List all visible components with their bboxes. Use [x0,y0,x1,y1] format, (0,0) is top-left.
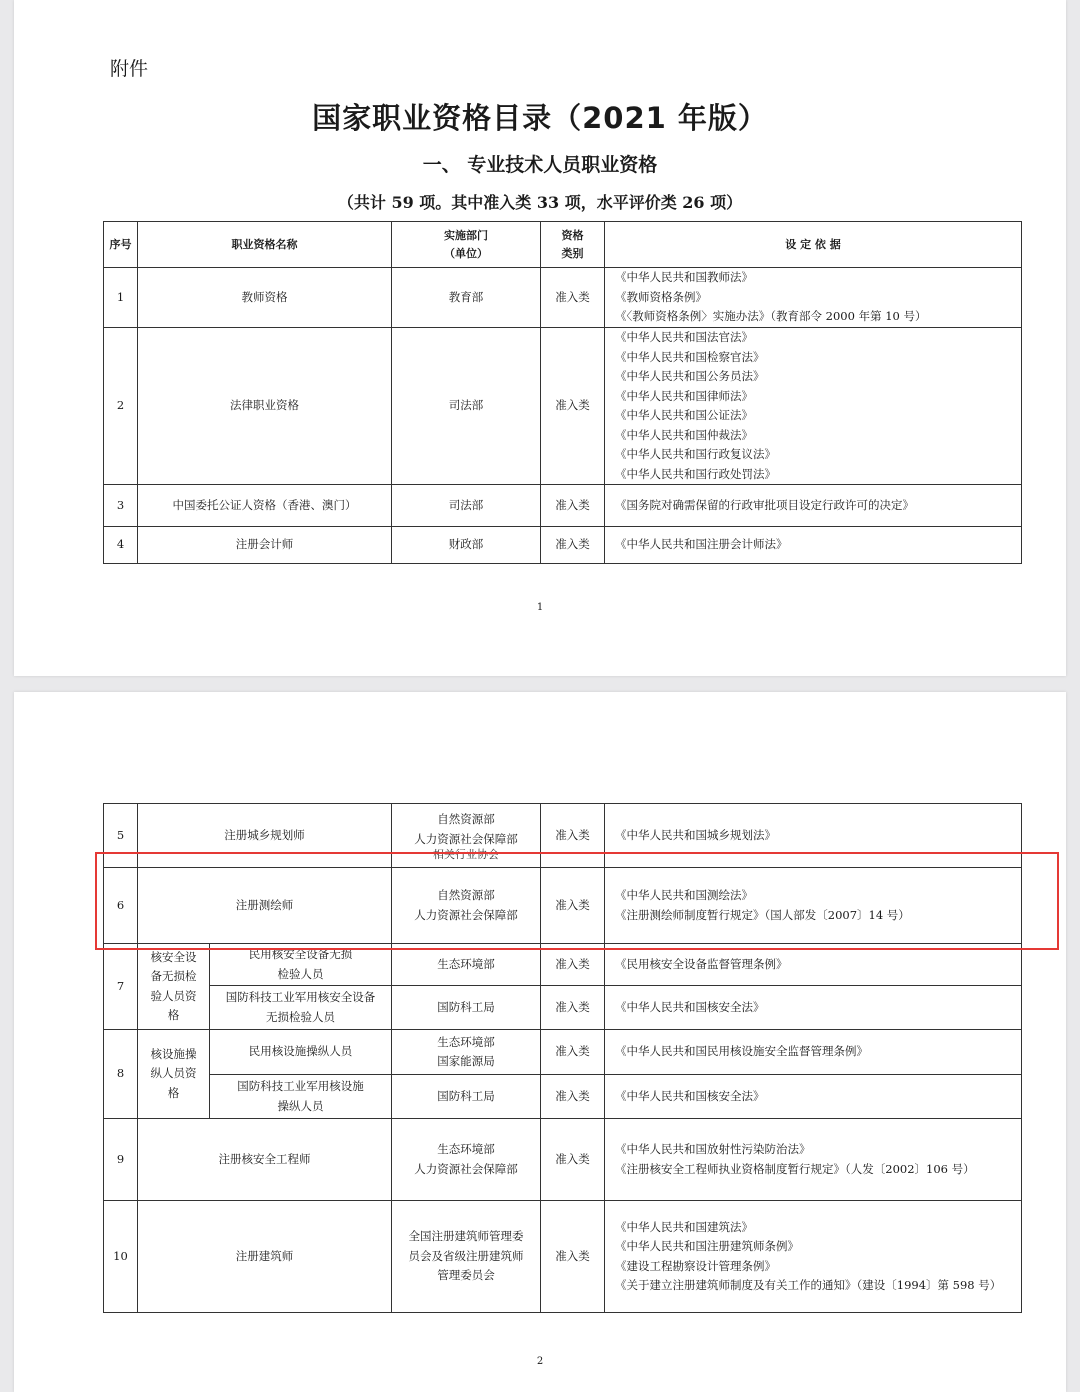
header-type: 资格 类别 [541,222,605,268]
row-type: 准入类 [541,1030,605,1075]
row-basis: 《民用核安全设备监督管理条例》 [605,944,1022,986]
table-row [104,986,1022,1030]
row-dept: 国防科工局 [392,1075,541,1119]
row-dept: 生态环境部 人力资源社会保障部 [392,1119,541,1201]
row-type: 准入类 [541,986,605,1030]
row-seq: 9 [104,1119,138,1201]
count-summary: （共计 59 项。其中准入类 33 项，水平评价类 26 项） [337,193,743,212]
table-row [104,527,1022,564]
row-basis: 《中华人民共和国核安全法》 [605,986,1022,1030]
row-basis: 《中华人民共和国教师法》 《教师资格条例》 《〈教师资格条例〉实施办法》（教育部令 2000 年第 10 号） [605,268,1022,328]
document-page-1 [14,0,1066,676]
table-row [104,1201,1022,1313]
row-type: 准入类 [541,328,605,485]
row-type: 准入类 [541,268,605,328]
row-dept: 自然资源部 人力资源社会保障部 [392,868,541,944]
row-dept: 国防科工局 [392,986,541,1030]
row-type: 准入类 [541,804,605,868]
row-basis: 《国务院对确需保留的行政审批项目设定行政许可的决定》 [605,485,1022,527]
row-name: 中国委托公证人资格（香港、澳门） [138,485,392,527]
row-basis: 《中华人民共和国民用核设施安全监督管理条例》 [605,1030,1022,1075]
row-seq: 4 [104,527,138,564]
row-basis: 《中华人民共和国注册会计师法》 [605,527,1022,564]
attachment-label: 附件 [110,58,149,80]
table-row [104,1075,1022,1119]
row-name: 法律职业资格 [138,328,392,485]
row-name: 注册测绘师 [138,868,392,944]
page-number: 1 [536,602,544,613]
row-name: 注册建筑师 [138,1201,392,1313]
row-type: 准入类 [541,1201,605,1313]
sub-row-name: 民用核设施操纵人员 [210,1030,392,1075]
row-type: 准入类 [541,485,605,527]
row-dept: 自然资源部 人力资源社会保障部 相关行业协会 [392,804,541,868]
row-seq: 1 [104,268,138,328]
row-dept: 司法部 [392,328,541,485]
row-seq: 5 [104,804,138,868]
table-header-row [104,222,1022,268]
row-dept: 司法部 [392,485,541,527]
row-seq: 6 [104,868,138,944]
row-name: 注册城乡规划师 [138,804,392,868]
document-page-2 [14,692,1066,1392]
header-name: 职业资格名称 [138,222,392,268]
row-seq: 2 [104,328,138,485]
row-group-name: 核设施操 纵人员资 格 [138,1030,210,1119]
row-basis: 《中华人民共和国核安全法》 [605,1075,1022,1119]
sub-row-name: 民用核安全设备无损 检验人员 [210,944,392,986]
row-name: 注册会计师 [138,527,392,564]
row-type: 准入类 [541,868,605,944]
row-name: 教师资格 [138,268,392,328]
sub-row-name: 国防科技工业军用核设施 操纵人员 [210,1075,392,1119]
section-subtitle: 一、 专业技术人员职业资格 [422,154,658,176]
header-dept: 实施部门 （单位） [392,222,541,268]
row-basis: 《中华人民共和国测绘法》 《注册测绘师制度暂行规定》（国人部发〔2007〕14 号） [605,868,1022,944]
row-basis: 《中华人民共和国放射性污染防治法》 《注册核安全工程师执业资格制度暂行规定》（人发〔2002〕106 号） [605,1119,1022,1201]
row-type: 准入类 [541,527,605,564]
row-type: 准入类 [541,1119,605,1201]
row-seq: 3 [104,485,138,527]
header-basis: 设 定 依 据 [605,222,1022,268]
row-dept: 全国注册建筑师管理委 员会及省级注册建筑师 管理委员会 [392,1201,541,1313]
header-seq: 序号 [104,222,138,268]
row-dept: 生态环境部 国家能源局 [392,1030,541,1075]
row-dept: 财政部 [392,527,541,564]
table-row [104,268,1022,328]
row-basis: 《中华人民共和国建筑法》 《中华人民共和国注册建筑师条例》 《建设工程勘察设计管理条例》 《关于建立注册建筑师制度及有关工作的通知》（建设〔1994〕第 598 号） [605,1201,1022,1313]
row-seq: 8 [104,1030,138,1119]
row-seq: 10 [104,1201,138,1313]
row-dept: 生态环境部 [392,944,541,986]
row-seq: 7 [104,944,138,1030]
document-title: 国家职业资格目录（2021 年版） [312,101,768,135]
row-basis: 《中华人民共和国法官法》 《中华人民共和国检察官法》 《中华人民共和国公务员法》 《中华人民共和国律师法》 《中华人民共和国公证法》 《中华人民共和国仲裁法》 《中华人民共和国行政复议法》 《中华人民共和国行政处罚法》 [605,328,1022,485]
row-basis: 《中华人民共和国城乡规划法》 [605,804,1022,868]
table-row [104,328,1022,485]
table-row [104,1030,1022,1075]
table-row [104,1119,1022,1201]
qualification-table-page-1 [103,221,1022,564]
highlight-box [95,852,1059,950]
row-type: 准入类 [541,1075,605,1119]
sub-row-name: 国防科技工业军用核安全设备 无损检验人员 [210,986,392,1030]
row-type: 准入类 [541,944,605,986]
row-group-name: 核安全设 备无损检 验人员资 格 [138,944,210,1030]
table-row [104,485,1022,527]
page-number: 2 [536,1356,544,1367]
row-name: 注册核安全工程师 [138,1119,392,1201]
row-dept: 教育部 [392,268,541,328]
